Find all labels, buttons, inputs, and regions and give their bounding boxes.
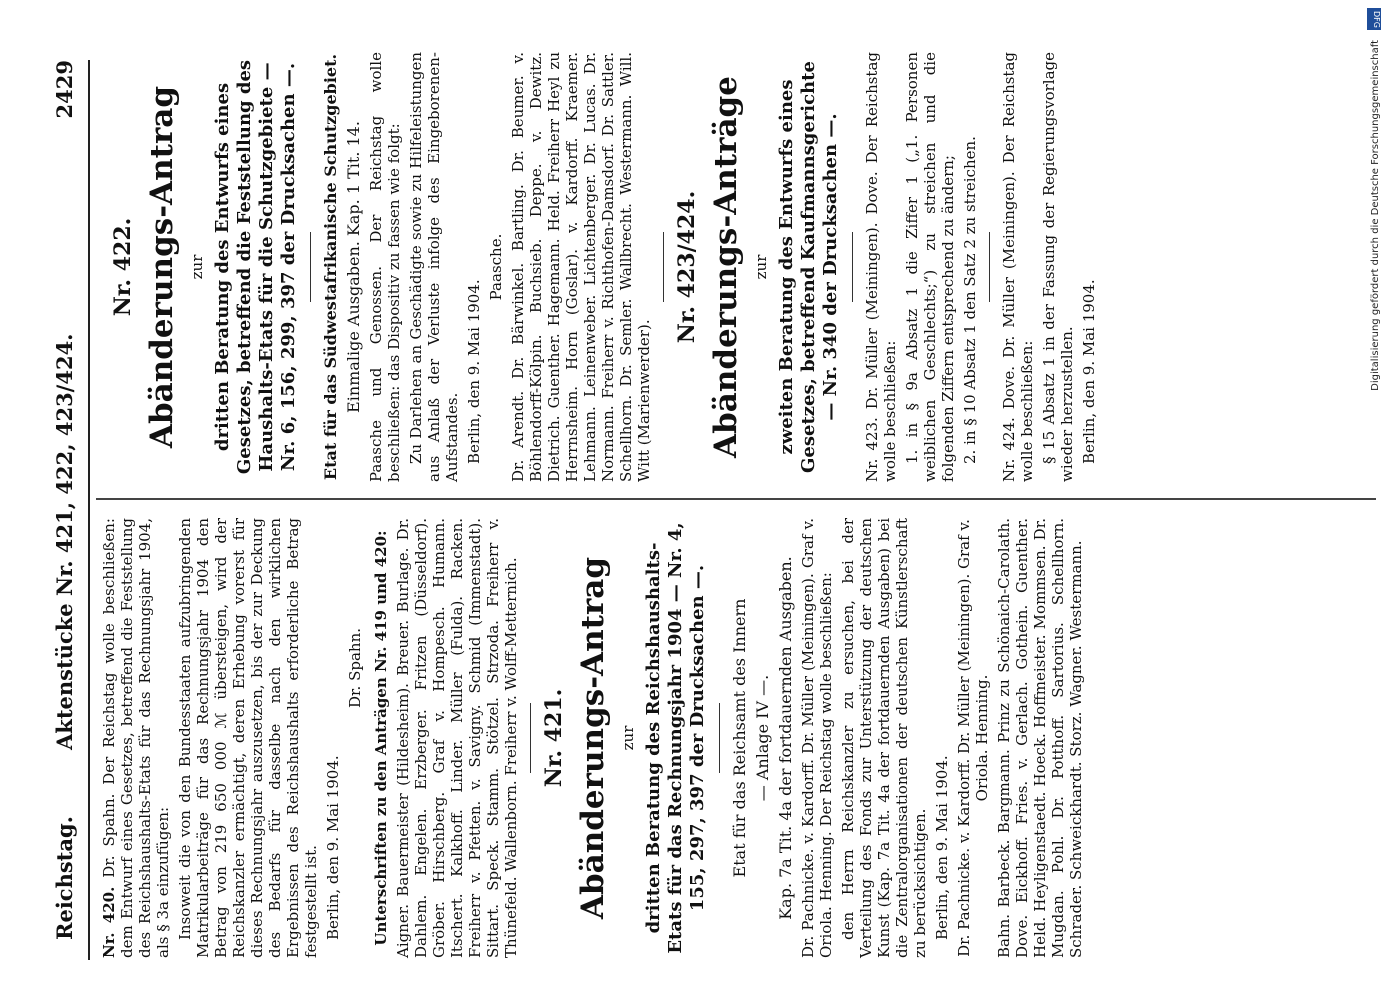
motion-421-zur: zur [619, 725, 637, 751]
right-column [100, 52, 1102, 482]
column-divider [96, 498, 1376, 500]
motion-423-title: Abänderungs-Anträge [708, 76, 744, 458]
motion-422-etat: Etat für das Südwestafrikanische Schutzgebiet. [321, 53, 340, 481]
motion-423-intro: Nr. 423. Dr. Müller (Meiningen). Dove. Der Reichstag wolle beschließen: [863, 52, 899, 482]
motion-422-signer: Paasche. [487, 233, 505, 301]
divider [663, 232, 664, 302]
header-rule [88, 60, 90, 960]
motion-424-date: Berlin, den 9. Mai 1904. [1080, 279, 1098, 464]
motion-420-intro: Dr. Spahn. Der Reichstag wolle beschließen: dem Entwurf eines Gesetzes, betreffend die Feststellung des Reichshaushalts-Etats für das Rechnungsjahr 1904, als § 3a einzufügen: [100, 518, 172, 958]
motion-421-body: den Herrn Reichskanzler zu ersuchen, bei der Verteilung des Fonds zur Unterstützung der deutschen Kunst (Kap. 7a Tit. 4a der fortdauernden Ausgaben) bei die Zentralorganisationen der deutschen Künstlerschaft zu berücksichtigen. [839, 518, 929, 958]
digitization-note: Digitalisierung gefördert durch die Deutsche Forschungsgemeinschaft [1370, 40, 1381, 391]
motion-423-item-1: 1. in § 9a Absatz 1 die Ziffer 1 („1. Personen weiblichen Geschlechts;“) zu streichen und die folgenden Ziffern entsprechend zu ändern; [903, 52, 957, 482]
motion-423-number: Nr. 423/424. [674, 190, 700, 344]
motion-421-title: Abänderungs-Antrag [575, 556, 611, 920]
motion-421-subtitle: dritten Beratung des Reichshaushalts-Etats für das Rechnungsjahr 1904 — Nr. 4, 155, 297, 397 der Drucksachen —. [643, 522, 708, 954]
motion-420-signer: Dr. Spahn. [346, 628, 364, 708]
motion-420-date: Berlin, den 9. Mai 1904. [324, 755, 342, 940]
motion-421-etat: Etat für das Reichsamt des Innern [730, 598, 749, 878]
motion-422-zur: zur [188, 254, 206, 280]
motion-421-anlage: — Anlage IV —. [753, 674, 772, 802]
motion-421-names: Bahn. Barbeck. Bargmann. Prinz zu Schönaich-Carolath. Dove. Eickhoff. Fries. v. Gerlach. Gothein. Guenther. Held. Heyligenstaedt. Hoeck. Hoffmeister. Mommsen. Dr. Mugdan. Pohl. Dr. Potthoff. Sartorius. Schellhorn. Schrader. Schweickhardt. Storz. Wagner. Westermann. [995, 518, 1085, 958]
motion-424-intro: Nr. 424. Dove. Dr. Müller (Meiningen). Der Reichstag wolle beschließen: [1000, 52, 1036, 482]
motion-423-zur: zur [752, 254, 770, 280]
page-number: 2429 [52, 60, 77, 119]
signatures-names: Aigner. Bauermeister (Hildesheim). Breuer. Burlage. Dr. Dahlem. Engelen. Erzberger. Fritzen (Düsseldorf). Gröber. Hirschberg. Graf v. Hompesch. Humann. Itschert. Kalkhoff. Linder. Müller (Fulda). Racken. Freiherr v. Pfetten. v. Savigny. Schmid (Immenstadt). Sittart. Speck. Stamm. Stötzel. Strzoda. Freiherr v. Thünefeld. Wallenborn. Freiherr v. Wolff-Metternich. [394, 518, 520, 958]
motion-423-subtitle: zweiten Beratung des Entwurfs eines Gesetzes, betreffend Kaufmannsgerichte — Nr. 340 der Drucksachen —. [776, 61, 841, 473]
header-center: Aktenstücke Nr. 421, 422, 423/424. [52, 333, 77, 750]
motion-422-body: Zu Darlehen an Geschädigte sowie zu Hilfeleistungen aus Anlaß der Verluste infolge des Eingeborenen-Aufstandes. [407, 52, 461, 482]
divider [719, 703, 720, 773]
motion-422-subtitle: dritten Beratung des Entwurfs eines Gesetzes, betreffend die Feststellung des Haushalts-Etats für die Schutzgebiete — Nr. 6, 156, 299, 397 der Drucksachen —. [212, 59, 299, 475]
motion-422-kapitel: Einmalige Ausgaben. Kap. 1 Tit. 14. [344, 121, 363, 413]
page-header [52, 60, 92, 940]
motion-420-number: Nr. 420. [100, 886, 118, 958]
motion-421-kapitel: Kap. 7a Tit. 4a der fortdauernden Ausgaben. [776, 556, 795, 920]
motion-421-intro: Dr. Pachnicke. v. Kardorff. Dr. Müller (Meiningen). Graf v. Oriola. Henning. Der Reichstag wolle beschließen: [799, 518, 835, 958]
divider [852, 232, 853, 302]
motion-423-item-2: 2. in § 10 Absatz 1 den Satz 2 zu streichen. [961, 136, 979, 464]
dfg-logo: DFG [1367, 8, 1381, 30]
divider [310, 232, 311, 302]
signatures-heading: Unterschriften zu den Anträgen Nr. 419 und 420: [372, 530, 390, 946]
motion-421-number: Nr. 421. [541, 688, 567, 788]
motion-422-number: Nr. 422. [110, 217, 136, 317]
motion-422-title: Abänderungs-Antrag [144, 85, 180, 449]
header-left: Reichstag. [52, 816, 77, 940]
motion-422-names: Dr. Arendt. Dr. Bärwinkel. Bartling. Dr. Beumer. v. Böhlendorff-Kölpin. Buchsieb. Deppe. v. Dewitz. Dietrich. Guenther. Hagemann. Held. Freiherr Heyl zu Herrnsheim. Horn (Goslar). v. Kardorff. Kraemer. Lehmann. Leinenweber. Lichtenberger. Dr. Lucas. Dr. Normann. Freiherr v. Richthofen-Damsdorf. Dr. Sattler. Schellhorn. Dr. Semler. Wallbrecht. Westermann. Will. Witt (Marienwerder). [509, 52, 653, 482]
motion-420-text [100, 518, 172, 958]
motion-421-signers: Dr. Pachnicke. v. Kardorff. Dr. Müller (Meiningen). Graf v. Oriola. Henning. [955, 519, 991, 957]
motion-424-body: § 15 Absatz 1 in der Fassung der Regierungsvorlage wieder herzustellen. [1040, 52, 1076, 482]
divider [530, 703, 531, 773]
motion-421-date: Berlin, den 9. Mai 1904. [933, 755, 951, 940]
motion-420-paragraph: Insoweit die von den Bundesstaaten aufzubringenden Matrikularbeiträge für das Rechnungsjahr 1904 den Betrag von 219 650 000 ℳ übersteigen, wird der Reichskanzler ermächtigt, deren Erhebung vorerst für dieses Rechnungsjahr auszusetzen, bis der zur Deckung des Bedarfs für dasselbe nach den wirklichen Ergebnissen des Reichshaushalts erforderliche Betrag festgestellt ist. [176, 518, 320, 958]
motion-422-date: Berlin, den 9. Mai 1904. [465, 279, 483, 464]
motion-422-intro: Paasche und Genossen. Der Reichstag wolle beschließen: das Dispositiv zu fassen wie folgt: [367, 52, 403, 482]
left-column [100, 518, 1089, 958]
divider [989, 232, 990, 302]
